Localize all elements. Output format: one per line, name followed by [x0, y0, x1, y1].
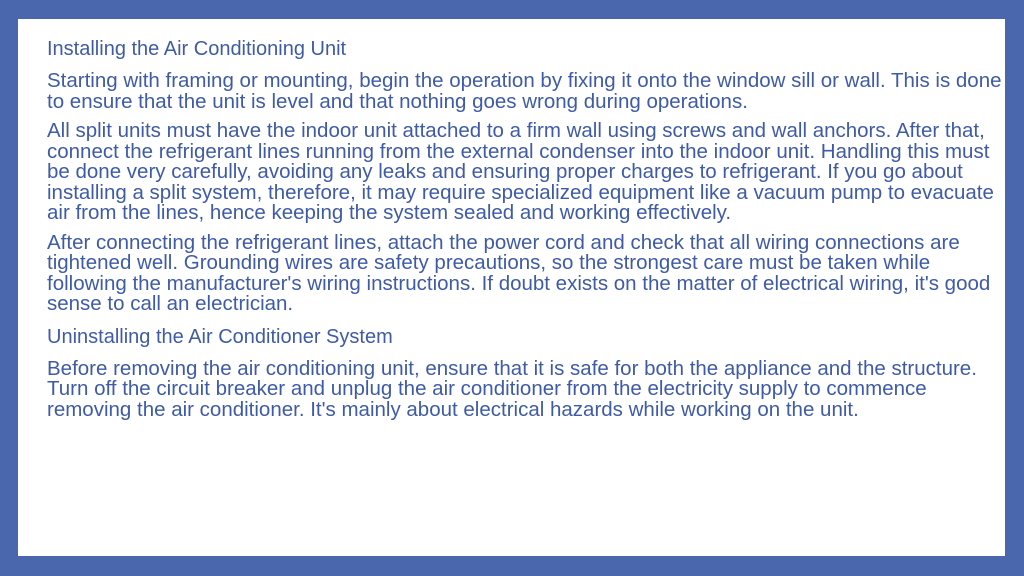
slide-content	[47, 37, 1009, 429]
uninstall-paragraph-safety: Before removing the air conditioning unit, ensure that it is safe for both the appliance and the structure. Turn off the circuit breaker and unplug the air conditioner from the electricity supply to commence removing the air conditioner. It's mainly about electrical hazards while working on the unit.	[47, 356, 977, 421]
install-paragraph-mounting: Starting with framing or mounting, begin the operation by fixing it onto the window sill or wall. This is done to ensure that the unit is level and that nothing goes wrong during operations.	[47, 69, 1002, 113]
uninstall-heading: Uninstalling the Air Conditioner System	[47, 325, 393, 348]
install-paragraph-split-units: All split units must have the indoor unit attached to a firm wall using screws and wall anchors. After that, connect the refrigerant lines running from the external condenser into the indoor unit. Handling this must be done very carefully, avoiding any leaks and ensuring proper charges to refrigerant. If you go about installing a split system, therefore, it may require specialized equipment like a vacuum pump to evacuate air from the lines, hence keeping the system sealed and working effectively.	[47, 119, 994, 224]
install-heading: Installing the Air Conditioning Unit	[47, 38, 347, 60]
slide-panel	[18, 19, 1005, 556]
install-paragraph-wiring: After connecting the refrigerant lines, attach the power cord and check that all wiring connections are tightened well. Grounding wires are safety precautions, so the strongest care must be taken while following the manufacturer's wiring instructions. If doubt exists on the matter of electrical wiring, it's good sense to call an electrician.	[47, 230, 991, 315]
